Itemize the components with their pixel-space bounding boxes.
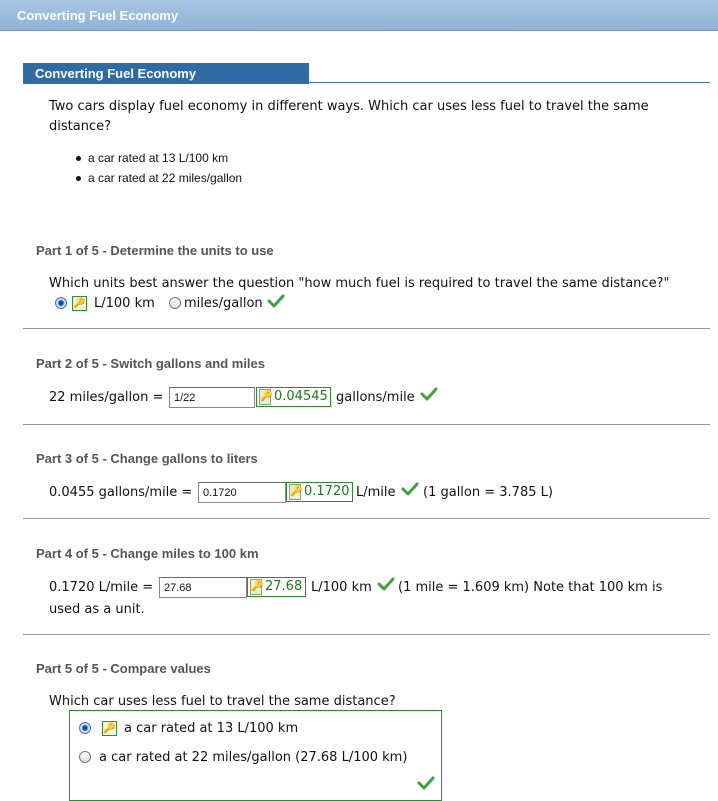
part2-answer: 0.04545 xyxy=(274,389,328,404)
part3-lhs: 0.0455 gallons/mile = xyxy=(49,485,193,500)
intro-question-line2: distance? xyxy=(49,119,111,134)
part5-radio-option1[interactable] xyxy=(79,722,91,734)
window-title: Converting Fuel Economy xyxy=(17,8,179,23)
intro-bullet-2: a car rated at 22 miles/gallon xyxy=(88,171,243,185)
intro-bullet-1: a car rated at 13 L/100 km xyxy=(88,151,229,165)
part4-answer: 27.68 xyxy=(265,579,303,594)
check-icon xyxy=(417,776,435,790)
divider xyxy=(23,518,710,519)
part5-header: Part 5 of 5 - Compare values xyxy=(36,661,211,676)
part5-radio-option2[interactable] xyxy=(79,751,91,763)
part5-prompt: Which car uses less fuel to travel the same distance? xyxy=(49,694,396,709)
check-icon xyxy=(267,294,285,308)
part4-note: (1 mile = 1.609 km) Note that 100 km is xyxy=(398,580,663,595)
part5-option2-label[interactable]: a car rated at 22 miles/gallon (27.68 L/100 km) xyxy=(99,750,408,765)
part3-header: Part 3 of 5 - Change gallons to liters xyxy=(36,451,258,466)
part4-answer-box xyxy=(247,577,306,597)
part1-header: Part 1 of 5 - Determine the units to use xyxy=(36,243,274,258)
divider xyxy=(23,424,710,425)
check-icon xyxy=(401,482,419,496)
part5-option1-label[interactable]: a car rated at 13 L/100 km xyxy=(124,721,299,736)
part4-lhs: 0.1720 L/mile = xyxy=(49,580,154,595)
part2-unit: gallons/mile xyxy=(336,390,415,405)
part2-lhs: 22 miles/gallon = xyxy=(49,390,164,405)
part1-radio-l100km[interactable] xyxy=(55,297,67,309)
part2-input[interactable] xyxy=(169,387,255,408)
part1-option2-label[interactable]: miles/gallon xyxy=(184,296,263,311)
key-icon: 🔑 xyxy=(259,389,271,405)
section-title: Converting Fuel Economy xyxy=(35,66,197,81)
part3-input[interactable] xyxy=(198,482,286,503)
section-header xyxy=(23,63,309,84)
part4-unit: L/100 km xyxy=(311,580,372,595)
part2-answer-box xyxy=(256,387,331,407)
key-icon: 🔑 xyxy=(250,579,262,595)
part4-note2: used as a unit. xyxy=(49,602,145,617)
part3-note: (1 gallon = 3.785 L) xyxy=(423,485,553,500)
key-icon: 🔑 xyxy=(73,298,86,309)
part4-header: Part 4 of 5 - Change miles to 100 km xyxy=(36,546,259,561)
bullet-dot xyxy=(76,156,81,161)
section-header-rule xyxy=(309,82,710,83)
intro-question-line1: Two cars display fuel economy in different ways. Which car uses less fuel to travel the same xyxy=(49,99,649,114)
window-title-bar xyxy=(0,0,718,31)
part3-answer-box xyxy=(286,482,353,502)
key-icon: 🔑 xyxy=(289,484,301,500)
part1-prompt: Which units best answer the question "how much fuel is required to travel the same distance?" xyxy=(49,276,670,291)
part4-input[interactable] xyxy=(159,577,247,598)
divider xyxy=(23,634,710,635)
divider xyxy=(23,328,710,329)
bullet-dot xyxy=(76,176,81,181)
part1-radio-mpg[interactable] xyxy=(169,297,181,309)
part3-unit: L/mile xyxy=(356,485,396,500)
part2-header: Part 2 of 5 - Switch gallons and miles xyxy=(36,356,265,371)
part3-answer: 0.1720 xyxy=(304,484,350,499)
key-icon: 🔑 xyxy=(103,723,116,734)
check-icon xyxy=(420,387,438,401)
check-icon xyxy=(377,577,395,591)
part1-option1-label[interactable]: L/100 km xyxy=(94,296,155,311)
